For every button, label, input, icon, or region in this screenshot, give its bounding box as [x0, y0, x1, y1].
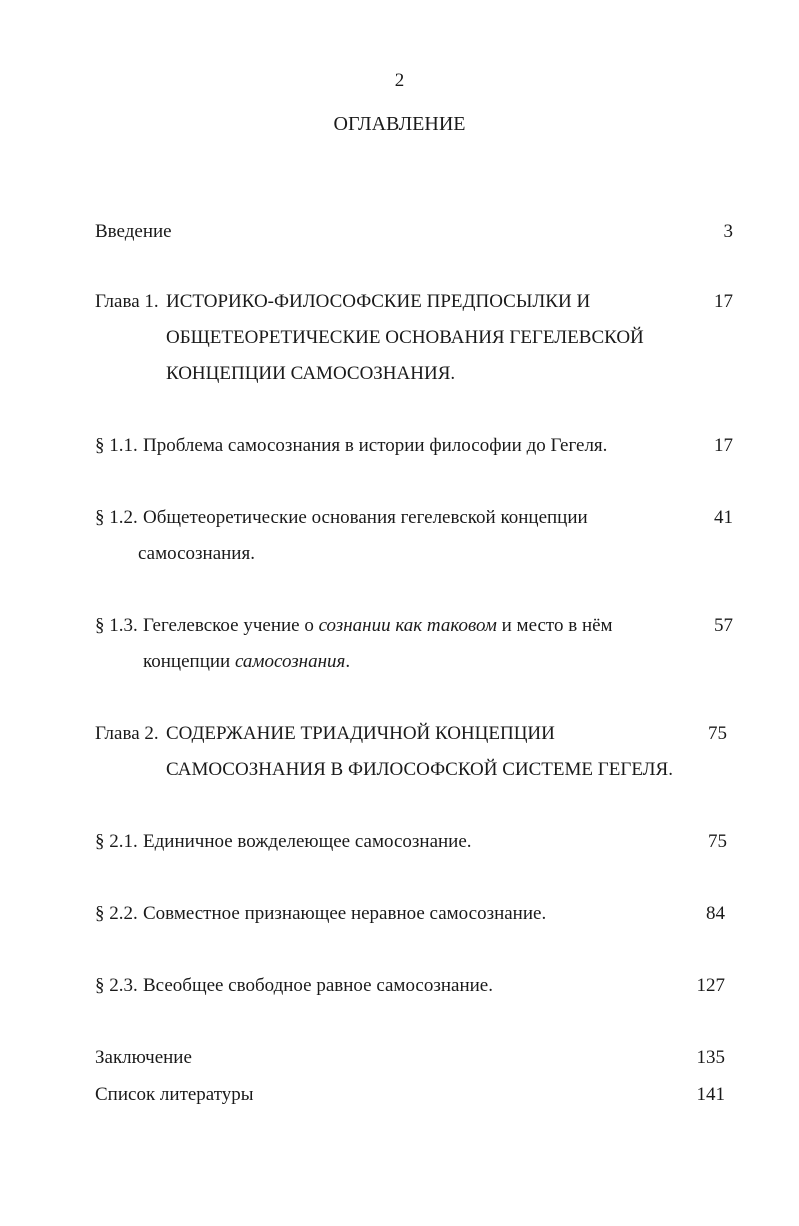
toc-section-label: § 1.3. [95, 615, 138, 636]
toc-page-number: 17 [714, 291, 733, 312]
toc-page-number: 3 [723, 221, 733, 242]
toc-section-title-line-2 [143, 652, 350, 671]
toc-page-number: 41 [714, 507, 733, 528]
toc-page-number: 84 [706, 903, 725, 924]
emphasis-run: самосознания [234, 651, 346, 672]
toc-section-title: Всеобщее свободное равное самосознание. [143, 975, 493, 996]
emphasis-run: сознании как таковом [318, 615, 497, 636]
text-run: и место в нём [496, 615, 613, 636]
toc-page-number: 135 [696, 1047, 725, 1068]
page-title: ОГЛАВЛЕНИЕ [333, 113, 466, 135]
toc-section-title-line-1: Общетеоретические основания гегелевской концепции [143, 507, 588, 528]
toc-section-title-line-1 [143, 616, 613, 635]
toc-chapter-title-line-2: САМОСОЗНАНИЯ В ФИЛОСОФСКОЙ СИСТЕМЕ ГЕГЕЛЯ. [166, 759, 673, 780]
toc-section-title: Единичное вожделеющее самосознание. [143, 831, 472, 852]
toc-entry-label: Заключение [95, 1047, 192, 1068]
toc-page-number: 75 [708, 723, 727, 744]
toc-section-title: Совместное признающее неравное самосознание. [143, 903, 547, 924]
toc-section-label: § 2.3. [95, 975, 138, 996]
toc-page-number: 141 [696, 1084, 725, 1105]
toc-page-number: 57 [714, 615, 733, 636]
toc-section-label: § 1.2. [95, 507, 138, 528]
toc-entry-label: Список литературы [95, 1084, 254, 1105]
text-run: Гегелевское учение о [143, 615, 319, 636]
toc-chapter-title-line-1: СОДЕРЖАНИЕ ТРИАДИЧНОЙ КОНЦЕПЦИИ [166, 723, 555, 744]
toc-section-title: Проблема самосознания в истории философии до Гегеля. [143, 435, 608, 456]
toc-chapter-title-line-3: КОНЦЕПЦИИ САМОСОЗНАНИЯ. [166, 363, 456, 384]
toc-section-label: § 2.1. [95, 831, 138, 852]
toc-chapter-title-line-2: ОБЩЕТЕОРЕТИЧЕСКИЕ ОСНОВАНИЯ ГЕГЕЛЕВСКОЙ [166, 327, 644, 348]
toc-page-number: 127 [696, 975, 725, 996]
toc-chapter-title-line-1: ИСТОРИКО-ФИЛОСОФСКИЕ ПРЕДПОСЫЛКИ И [166, 291, 591, 312]
toc-section-label: § 2.2. [95, 903, 138, 924]
toc-entry-label: Введение [95, 221, 172, 242]
toc-page-number: 75 [708, 831, 727, 852]
text-run: концепции [143, 651, 235, 672]
toc-section-title-line-2: самосознания. [138, 543, 255, 564]
toc-section-label: § 1.1. [95, 435, 138, 456]
toc-page-number: 17 [714, 435, 733, 456]
text-run: . [345, 651, 351, 672]
page-number: 2 [394, 70, 405, 91]
toc-chapter-label: Глава 2. [95, 723, 159, 744]
toc-chapter-label: Глава 1. [95, 291, 159, 312]
